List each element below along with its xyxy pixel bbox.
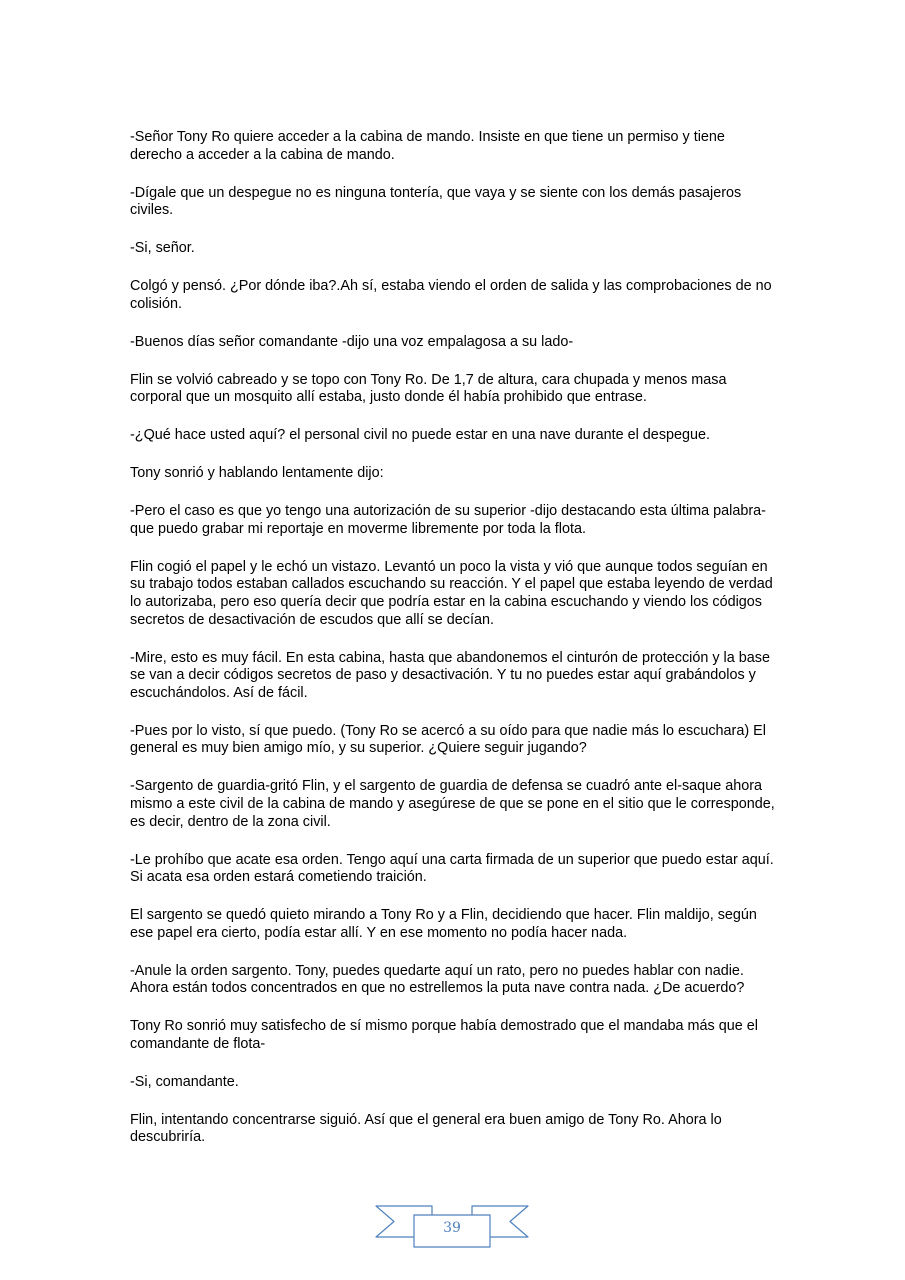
paragraph: -Señor Tony Ro quiere acceder a la cabina de mando. Insiste en que tiene un permiso y tiene derecho a acceder a la cabina de mando.: [130, 129, 725, 163]
paragraph: -¿Qué hace usted aquí? el personal civil no puede estar en una nave durante el despegue.: [130, 427, 711, 444]
paragraph: -Dígale que un despegue no es ninguna tontería, que vaya y se siente con los demás pasajeros civiles.: [130, 184, 742, 219]
paragraph: -Pero el caso es que yo tengo una autorización de su superior -dijo destacando esta última palabra- que puedo grabar mi reportaje en moverme libremente por toda la flota.: [130, 503, 766, 537]
paragraph: Flin cogió el papel y le echó un vistazo. Levantó un poco la vista y vió que aunque todos seguían en su trabajo todos estaban callados escuchando su reacción. Y el papel que estaba leyendo de verdad lo autorizaba, pero eso quería decir que podría estar en la cabina escuchando y viendo los códigos secretos de desactivación de escudos que allí se decían.: [130, 558, 773, 628]
paragraph: -Le prohíbo que acate esa orden. Tengo aquí una carta firmada de un superior que puedo estar aquí. Si acata esa orden estará cometiendo traición.: [130, 851, 774, 886]
page-number: 39: [443, 1220, 461, 1236]
paragraph: Flin, intentando concentrarse siguió. Así que el general era buen amigo de Tony Ro. Ahora lo descubriría.: [130, 1111, 722, 1146]
paragraph: Flin se volvió cabreado y se topo con Tony Ro. De 1,7 de altura, cara chupada y menos masa corporal que un mosquito allí estaba, justo donde él había prohibido que entrase.: [130, 371, 727, 406]
paragraph: Colgó y pensó. ¿Por dónde iba?.Ah sí, estaba viendo el orden de salida y las comprobaciones de no colisión.: [130, 278, 772, 312]
paragraph: -Buenos días señor comandante -dijo una voz empalagosa a su lado-: [130, 333, 574, 350]
page-body: [130, 129, 780, 1167]
paragraph: -Mire, esto es muy fácil. En esta cabina, hasta que abandonemos el cinturón de protección y la base se van a decir códigos secretos de paso y desactivación. Y tu no puedes estar aquí grabándolos y escuchándolos. Así de fácil.: [130, 649, 770, 701]
paragraph: El sargento se quedó quieto mirando a Tony Ro y a Flin, decidiendo que hacer. Flin maldijo, según ese papel era cierto, podía estar allí. Y en ese momento no podía hacer nada.: [130, 907, 757, 941]
paragraph: -Anule la orden sargento. Tony, puedes quedarte aquí un rato, pero no puedes hablar con nadie. Ahora están todos concentrados en que no estrellemos la puta nave contra nada. ¿De acuerdo?: [130, 962, 745, 997]
paragraph: -Si, comandante.: [130, 1073, 239, 1090]
paragraph: Tony sonrió y hablando lentamente dijo:: [130, 465, 384, 482]
page-number-banner: [374, 1203, 530, 1249]
paragraph: Tony Ro sonrió muy satisfecho de sí mismo porque había demostrado que el mandaba más que el comandante de flota-: [130, 1018, 758, 1052]
paragraph: -Si, señor.: [130, 240, 195, 257]
paragraph: -Sargento de guardia-gritó Flin, y el sargento de guardia de defensa se cuadró ante el-saque ahora mismo a este civil de la cabina de mando y asegúrese de que se pone en el sitio que le corresponde, es decir, dentro de la zona civil.: [130, 778, 775, 830]
paragraph: -Pues por lo visto, sí que puedo. (Tony Ro se acercó a su oído para que nadie más lo escuchara) El general es muy bien amigo mío, y su superior. ¿Quiere seguir jugando?: [130, 722, 766, 757]
